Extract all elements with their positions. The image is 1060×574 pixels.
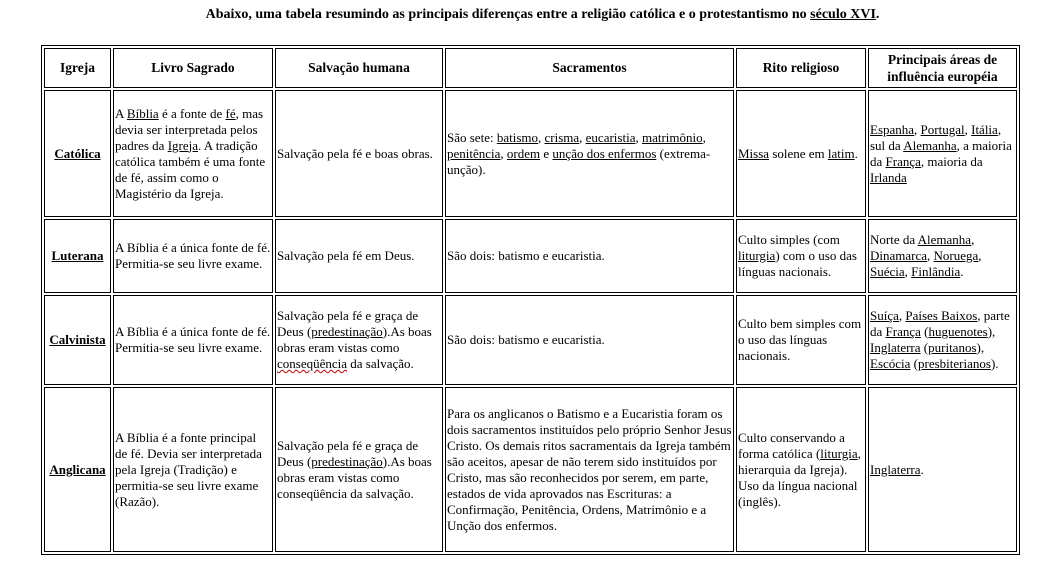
table-row-anglicana: [44, 387, 1017, 552]
table-row-luterana: [44, 219, 1017, 293]
link-alemanha[interactable]: Alemanha: [917, 232, 972, 247]
link-inglaterra[interactable]: Inglaterra: [870, 461, 921, 477]
link-alemanha[interactable]: Alemanha: [903, 137, 957, 153]
link-luterana[interactable]: Luterana: [51, 248, 104, 263]
link-anglicana[interactable]: Anglicana: [49, 461, 106, 477]
link-paises-baixos[interactable]: Países Baixos: [905, 308, 978, 323]
link-dinamarca[interactable]: Dinamarca: [870, 248, 928, 263]
link-calvinista[interactable]: Calvinista: [49, 332, 106, 347]
link-espanha[interactable]: Espanha: [870, 121, 915, 137]
link-uncao-dos-enfermos[interactable]: unção dos enfermos: [552, 145, 657, 161]
spellcheck-word: conseqüência: [277, 356, 348, 371]
link-puritanos[interactable]: puritanos: [928, 340, 977, 355]
link-missa[interactable]: Missa: [738, 145, 770, 161]
cell-sacramentos: São dois: batismo e eucaristia.: [445, 295, 734, 385]
cell-areas: Norte da Alemanha, Dinamarca, Noruega, Suécia, Finlândia.: [868, 219, 1017, 293]
link-matrimonio[interactable]: matrimônio: [641, 129, 703, 145]
cell-salvacao: Salvação pela fé e graça de Deus (predestinação).As boas obras eram vistas como conseqüência da salvação.: [275, 295, 443, 385]
link-igreja[interactable]: Igreja: [167, 137, 199, 153]
page-caption: [0, 7, 1060, 23]
header-row: [44, 48, 1017, 88]
link-irlanda[interactable]: Irlanda: [870, 169, 907, 185]
cell-rito: Culto conservando a forma católica (liturgia, hierarquia da Igreja). Uso da língua nacional (inglês).: [736, 387, 866, 552]
cell-rito: Missa solene em latim.: [736, 90, 866, 217]
link-liturgia[interactable]: liturgia: [820, 445, 858, 461]
link-biblia[interactable]: Bíblia: [126, 105, 159, 121]
cell-rito: Culto bem simples com o uso das línguas nacionais.: [736, 295, 866, 385]
link-batismo[interactable]: batismo: [496, 129, 538, 145]
church-name: [44, 90, 111, 217]
cell-livro-sagrado: A Bíblia é a fonte de fé, mas devia ser interpretada pelos padres da Igreja. A tradição católica também é uma fonte de fé, assim como o Magistério da Igreja.: [113, 90, 273, 217]
cell-areas: Espanha, Portugal, Itália, sul da Alemanha, a maioria da França, maioria da Irlanda: [868, 90, 1017, 217]
link-liturgia[interactable]: liturgia: [738, 248, 776, 263]
link-catolica[interactable]: Católica: [54, 145, 101, 161]
link-italia[interactable]: Itália: [971, 121, 998, 137]
link-huguenotes[interactable]: huguenotes: [928, 324, 988, 339]
header-rito-religioso: Rito religioso: [736, 48, 866, 88]
cell-sacramentos: São dois: batismo e eucaristia.: [445, 219, 734, 293]
cell-sacramentos: São sete: batismo, crisma, eucaristia, matrimônio, penitência, ordem e unção dos enfermos (extrema-unção).: [445, 90, 734, 217]
link-portugal[interactable]: Portugal: [920, 121, 965, 137]
link-eucaristia[interactable]: eucaristia: [585, 129, 636, 145]
link-inglaterra[interactable]: Inglaterra: [870, 340, 921, 355]
link-predestinacao[interactable]: predestinação: [311, 453, 383, 469]
church-name: [44, 295, 111, 385]
cell-livro-sagrado: A Bíblia é a fonte principal de fé. Devia ser interpretada pela Igreja (Tradição) e permitia-se seu livre exame (Razão).: [113, 387, 273, 552]
comparison-table: [41, 45, 1020, 555]
link-penitencia[interactable]: penitência: [447, 145, 501, 161]
caption-text: Abaixo, uma tabela resumindo as principais diferenças entre a religião católica e o protestantismo no: [205, 7, 811, 22]
link-crisma[interactable]: crisma: [544, 129, 580, 145]
caption-suffix: .: [875, 7, 880, 22]
link-escocia[interactable]: Escócia: [870, 356, 911, 371]
link-finlandia[interactable]: Finlândia: [911, 264, 961, 279]
link-latim[interactable]: latim: [827, 145, 855, 161]
link-presbiterianos[interactable]: presbiterianos: [918, 356, 991, 371]
link-seculo-xvi[interactable]: século XVI: [810, 7, 876, 22]
cell-areas: Suíça, Países Baixos, parte da França (huguenotes), Inglaterra (puritanos), Escócia (presbiterianos).: [868, 295, 1017, 385]
header-salvacao-humana: Salvação humana: [275, 48, 443, 88]
link-franca[interactable]: França: [885, 324, 921, 339]
link-suecia[interactable]: Suécia: [870, 264, 905, 279]
link-franca[interactable]: França: [885, 153, 921, 169]
cell-salvacao: Salvação pela fé e boas obras.: [275, 90, 443, 217]
church-name: [44, 387, 111, 552]
header-livro-sagrado: Livro Sagrado: [113, 48, 273, 88]
table-row-catolica: [44, 90, 1017, 217]
link-predestinacao[interactable]: predestinação: [311, 324, 383, 339]
cell-livro-sagrado: A Bíblia é a única fonte de fé. Permitia-se seu livre exame.: [113, 295, 273, 385]
cell-livro-sagrado: A Bíblia é a única fonte de fé. Permitia-se seu livre exame.: [113, 219, 273, 293]
link-suica[interactable]: Suíça: [870, 308, 899, 323]
cell-salvacao: Salvação pela fé em Deus.: [275, 219, 443, 293]
table-row-calvinista: [44, 295, 1017, 385]
header-areas-influencia: Principais áreas de influência européia: [868, 48, 1017, 88]
header-sacramentos: Sacramentos: [445, 48, 734, 88]
church-name: [44, 219, 111, 293]
link-fe[interactable]: fé: [225, 105, 236, 121]
cell-salvacao: Salvação pela fé e graça de Deus (predestinação).As boas obras eram vistas como conseqüência da salvação.: [275, 387, 443, 552]
cell-rito: Culto simples (com liturgia) com o uso das línguas nacionais.: [736, 219, 866, 293]
header-igreja: Igreja: [44, 48, 111, 88]
link-noruega[interactable]: Noruega: [933, 248, 979, 263]
cell-sacramentos: Para os anglicanos o Batismo e a Eucaristia foram os dois sacramentos instituídos pelo próprio Senhor Jesus Cristo. Os demais ritos sacramentais da Igreja também são aceitos, apesar de não terem sido instituídos por Cristo, mas são reconhecidos por serem, em parte, estados de vida aprovados nas Escrituras: a Confirmação, Penitência, Ordens, Matrimônio e a Unção dos enfermos.: [445, 387, 734, 552]
link-ordem[interactable]: ordem: [506, 145, 541, 161]
cell-areas: Inglaterra.: [868, 387, 1017, 552]
